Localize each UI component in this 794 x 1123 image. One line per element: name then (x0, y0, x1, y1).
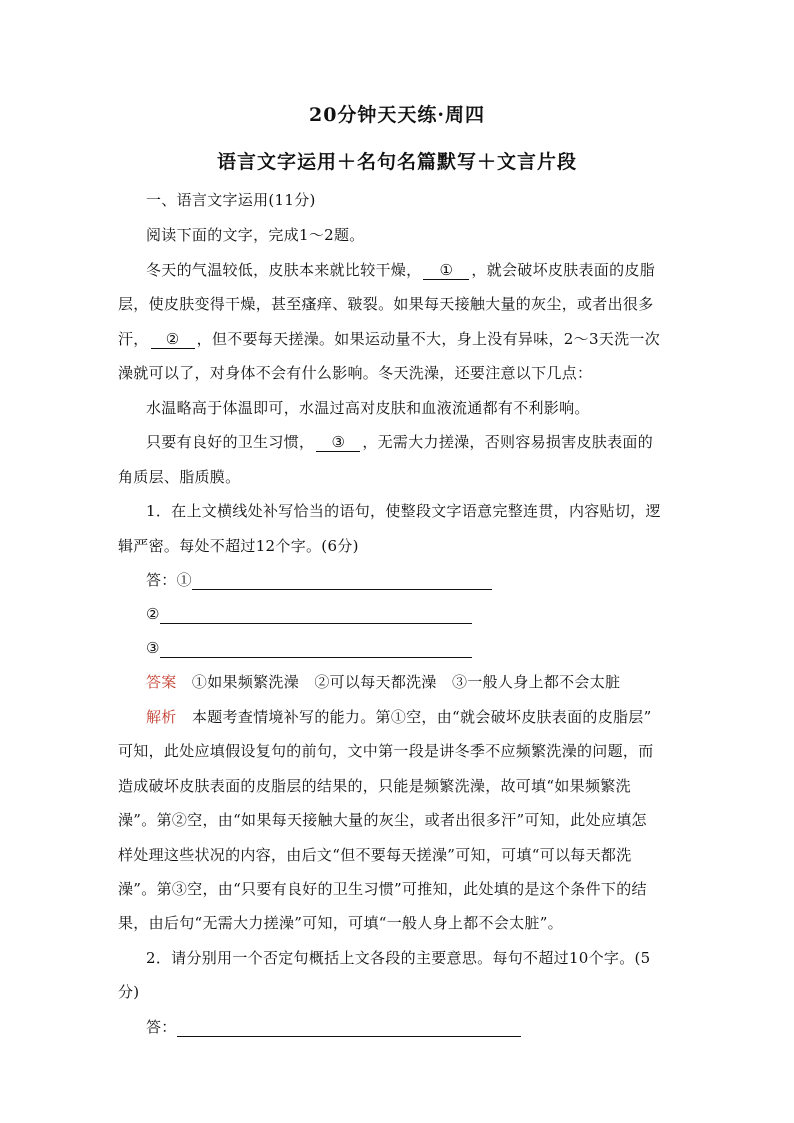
answer-line-1 (146, 570, 706, 590)
blank-1: ① (423, 262, 469, 280)
answer-mark: ③ (146, 639, 160, 657)
blank-3: ③ (316, 434, 360, 452)
answer-label: 答： (146, 1018, 177, 1036)
analysis-line: 果，由后句“无需大力搓澡”可知，可填“一般人身上都不会太脏”。 (118, 914, 563, 932)
answer-blank-q2[interactable] (177, 1020, 521, 1037)
answer-line-q2 (146, 1017, 706, 1037)
passage-text: ，就会破坏皮肤表面的皮脂 (471, 261, 656, 279)
passage-text: 冬天的气温较低，皮肤本来就比较干燥， (146, 261, 422, 279)
section1-heading: 一、语言文字运用(11分) (146, 191, 316, 209)
answer-mark: ② (146, 605, 160, 623)
answer-line-3 (146, 638, 706, 658)
answer-blank-3[interactable] (160, 641, 472, 658)
page-subtitle: 语言文字运用＋名句名篇默写＋文言片段 (216, 151, 577, 173)
analysis-text: 本题考查情境补写的能力。第①空，由“就会破坏皮肤表面的皮脂层” (191, 708, 652, 726)
blank-2: ② (151, 331, 195, 349)
answer-label: 答：① (146, 571, 192, 589)
page-title: 20分钟天天练·周四 (308, 104, 486, 126)
analysis-line: 可知，此处应填假设复句的前句，文中第一段是讲冬季不应频繁洗澡的问题，而 (118, 742, 654, 760)
passage-text: 只要有良好的卫生习惯， (146, 433, 315, 451)
answer-line-2 (146, 604, 706, 624)
question-1-cont: 辑严密。每处不超过12个字。(6分) (118, 537, 359, 555)
passage-line (118, 329, 678, 349)
answer-key-text: ①如果频繁洗澡 ②可以每天都洗澡 ③一般人身上都不会太脏 (191, 673, 621, 691)
answer-key-label: 答案 (146, 673, 177, 691)
analysis-line (146, 707, 706, 727)
question-1: 1．在上文横线处补写恰当的语句，使整段文字语意完整连贯，内容贴切，逻 (146, 502, 661, 520)
answer-key (146, 672, 706, 692)
passage-line: 澡就可以了，对身体不会有什么影响。冬天洗澡，还要注意以下几点： (118, 364, 593, 382)
passage-line: 水温略高于体温即可，水温过高对皮肤和血液流通都有不利影响。 (146, 399, 590, 417)
passage-text: ，无需大力搓澡，否则容易损害皮肤表面的 (362, 433, 654, 451)
passage-text: 汗， (118, 330, 149, 348)
analysis-line: 澡”。第③空，由“只要有良好的卫生习惯”可推知，此处填的是这个条件下的结 (118, 880, 647, 898)
question-2-cont: 分) (118, 983, 140, 1001)
instruction-text: 阅读下面的文字，完成1～2题。 (146, 226, 365, 244)
passage-line: 层，使皮肤变得干燥，甚至瘙痒、皲裂。如果每天接触大量的灰尘，或者出很多 (118, 295, 654, 313)
analysis-label: 解析 (146, 708, 177, 726)
analysis-line: 样处理这些状况的内容，由后文“但不要每天搓澡”可知，可填“可以每天都洗 (118, 846, 632, 864)
question-2: 2．请分别用一个否定句概括上文各段的主要意思。每句不超过10个字。(5 (146, 949, 651, 967)
analysis-line: 澡”。第②空，由“如果每天接触大量的灰尘，或者出很多汗”可知，此处应填怎 (118, 811, 647, 829)
passage-line: 角质层、脂质膜。 (118, 468, 241, 486)
passage-line (146, 260, 706, 280)
passage-text: ，但不要每天搓澡。如果运动量不大，身上没有异味，2～3天洗一次 (196, 330, 660, 348)
answer-blank-2[interactable] (160, 607, 472, 624)
analysis-line: 造成破坏皮肤表面的皮脂层的结果的，只能是频繁洗澡，故可填“如果频繁洗 (118, 777, 631, 795)
answer-blank-1[interactable] (192, 573, 492, 590)
passage-line (146, 432, 706, 452)
